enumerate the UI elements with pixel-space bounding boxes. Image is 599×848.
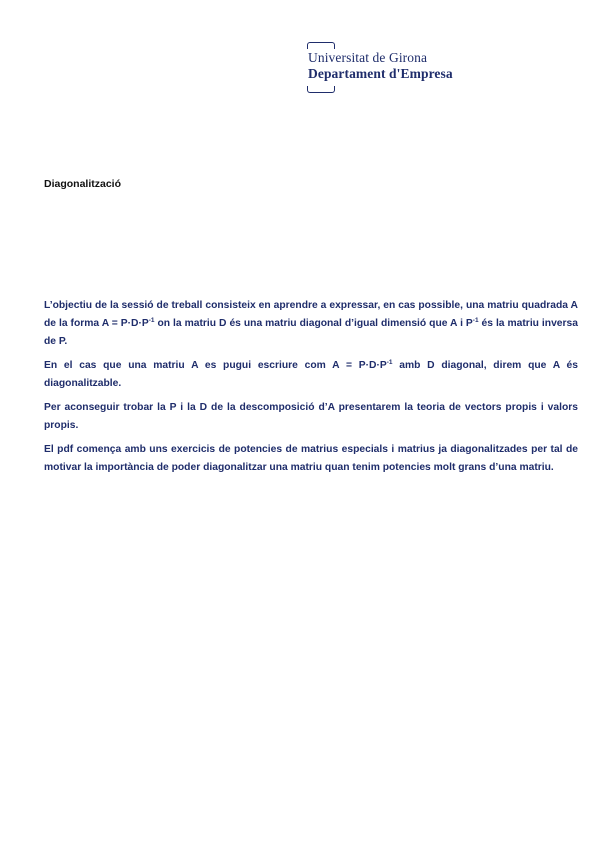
logo-department-name: Departament d'Empresa [308,66,453,81]
logo-bottom-bracket [307,86,335,93]
logo-top-bracket [307,42,335,49]
document-title: Diagonalització [44,178,122,190]
university-logo [307,42,477,94]
logo-university-name: Universitat de Girona [308,50,428,65]
paragraph-intro: L’objectiu de la sessió de treball consisteix en aprendre a expressar, en cas possible, una matriu quadrada A de la forma $A = P\cdot D\cdot P^{-1}$ on la matriu D és una matriu diagonal d’igual dimensió que A i $P^{-1}$ és la matriu inversa de P. [44,300,578,347]
paragraph-definition: En el cas que una matriu A es pugui escriure com $A = P\cdot D\cdot P^{-1}$ amb D diagonal, direm que A és diagonalitzable. [44,359,578,389]
paragraph-method: Per aconseguir trobar la P i la D de la descomposició d’A presentarem la teoria de vectors propis i valors propis. [44,402,578,431]
paragraph-motivation: El pdf comença amb uns exercicis de potencies de matrius especials i matrius ja diagonalitzades per tal de motivar la importància de poder diagonalitzar una matriu quan tenim potencies molt grans d’una matriu. [44,444,578,473]
document-body [44,297,578,483]
